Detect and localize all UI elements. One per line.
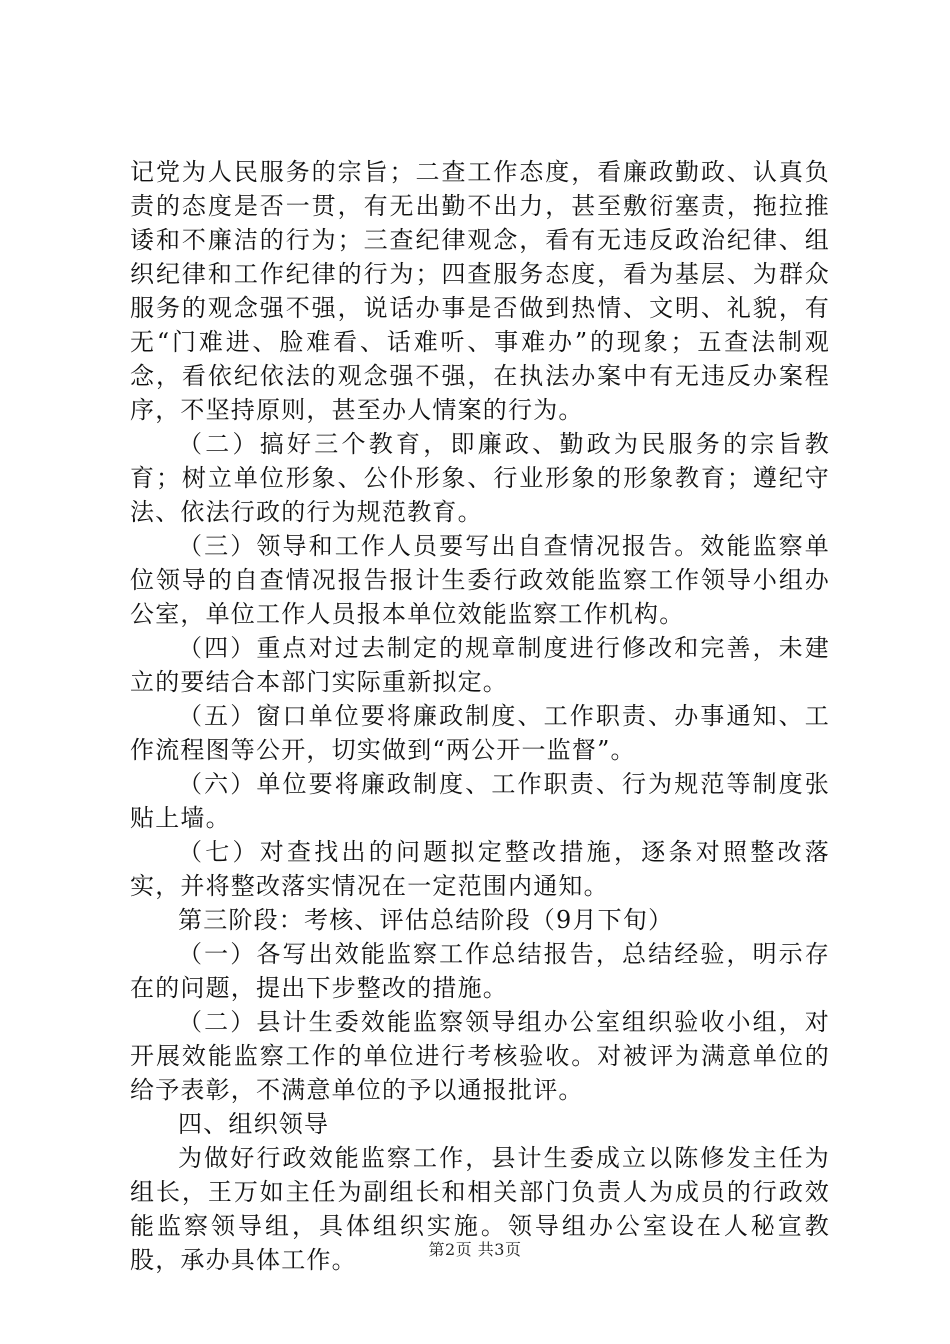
paragraph-item-6: （六）单位要将廉政制度、工作职责、行为规范等制度张贴上墙。 — [130, 770, 830, 832]
paragraph-item-2: （二）搞好三个教育，即廉政、勤政为民服务的宗旨教育；树立单位形象、公仆形象、行业形象的形象教育；遵纪守法、依法行政的行为规范教育。 — [130, 430, 830, 526]
paragraph-organization: 为做好行政效能监察工作，县计生委成立以陈修发主任为组长，王万如主任为副组长和相关部门负责人为成员的行政效能监察领导组，具体组织实施。领导组办公室设在人秘宣教股，承办具体工作。 — [130, 1144, 830, 1274]
document-body — [130, 155, 830, 1277]
section-four-heading: 四、组织领导 — [178, 1110, 330, 1138]
stage-three-heading: 第三阶段：考核、评估总结阶段（9月下旬） — [178, 906, 674, 934]
page-number-footer: 第2页 共3页 — [428, 1240, 522, 1259]
paragraph-item-7: （七）对查找出的问题拟定整改措施，逐条对照整改落实，并将整改落实情况在一定范围内通知。 — [130, 838, 830, 900]
paragraph-stage3-item-1: （一）各写出效能监察工作总结报告，总结经验，明示存在的问题，提出下步整改的措施。 — [130, 940, 830, 1002]
paragraph-item-3: （三）领导和工作人员要写出自查情况报告。效能监察单位领导的自查情况报告报计生委行政效能监察工作领导小组办公室，单位工作人员报本单位效能监察工作机构。 — [130, 532, 830, 628]
paragraph-stage3-item-2: （二）县计生委效能监察领导组办公室组织验收小组，对开展效能监察工作的单位进行考核验收。对被评为满意单位的给予表彰，不满意单位的予以通报批评。 — [130, 1008, 830, 1104]
paragraph-continuation: 记党为人民服务的宗旨；二查工作态度，看廉政勤政、认真负责的态度是否一贯，有无出勤不出力，甚至敷衍塞责，拖拉推诿和不廉洁的行为；三查纪律观念，看有无违反政治纪律、组织纪律和工作纪律的行为；四查服务态度，看为基层、为群众服务的观念强不强，说话办事是否做到热情、文明、礼貌，有无“门难进、脸难看、话难听、事难办”的现象；五查法制观念，看依纪依法的观念强不强，在执法办案中有无违反办案程序，不坚持原则，甚至办人情案的行为。 — [130, 158, 830, 424]
paragraph-item-5: （五）窗口单位要将廉政制度、工作职责、办事通知、工作流程图等公开，切实做到“两公开一监督”。 — [130, 702, 830, 764]
paragraph-item-4: （四）重点对过去制定的规章制度进行修改和完善，未建立的要结合本部门实际重新拟定。 — [130, 634, 830, 696]
